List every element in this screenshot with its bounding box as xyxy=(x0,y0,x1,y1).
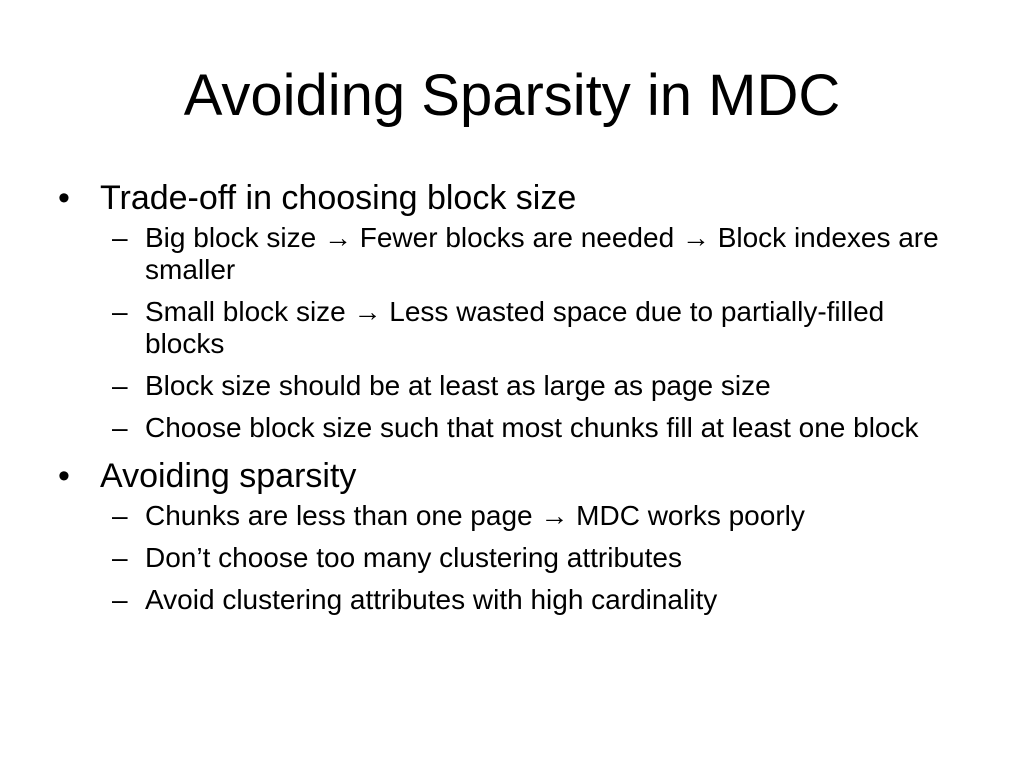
sub-bullet-dash: – xyxy=(112,500,128,531)
sub-bullet-dash: – xyxy=(112,222,128,253)
sub-bullet-item xyxy=(58,412,978,444)
bullet-item xyxy=(58,454,978,498)
sub-bullet-text: Chunks are less than one page → MDC works poorly xyxy=(145,500,805,531)
bullet-list xyxy=(58,176,978,626)
bullet-dot: • xyxy=(58,179,70,217)
bullet-dot: • xyxy=(58,457,70,495)
sub-bullet-list xyxy=(58,222,978,444)
sub-bullet-text: Choose block size such that most chunks fill at least one block xyxy=(145,412,919,443)
bullet-text: Trade-off in choosing block size xyxy=(100,179,577,217)
sub-bullet-text: Small block size → Less wasted space due to partially-filled blocks xyxy=(145,296,885,359)
bullet-text: Avoiding sparsity xyxy=(100,457,357,495)
sub-bullet-dash: – xyxy=(112,584,128,615)
sub-bullet-text: Avoid clustering attributes with high cardinality xyxy=(145,584,718,615)
sub-bullet-dash: – xyxy=(112,542,128,573)
sub-bullet-list xyxy=(58,500,978,616)
sub-bullet-item xyxy=(58,222,978,286)
sub-bullet-dash: – xyxy=(112,296,128,327)
sub-bullet-dash: – xyxy=(112,370,128,401)
bullet-item xyxy=(58,176,978,220)
sub-bullet-item xyxy=(58,542,978,574)
sub-bullet-item xyxy=(58,370,978,402)
sub-bullet-item xyxy=(58,500,978,532)
slide-title: Avoiding Sparsity in MDC xyxy=(183,63,841,128)
sub-bullet-text: Block size should be at least as large as page size xyxy=(145,370,771,401)
sub-bullet-text: Don’t choose too many clustering attributes xyxy=(145,542,682,573)
sub-bullet-text: Big block size → Fewer blocks are needed → Block indexes are smaller xyxy=(145,222,939,285)
sub-bullet-dash: – xyxy=(112,412,128,443)
sub-bullet-item xyxy=(58,296,978,360)
sub-bullet-item xyxy=(58,584,978,616)
